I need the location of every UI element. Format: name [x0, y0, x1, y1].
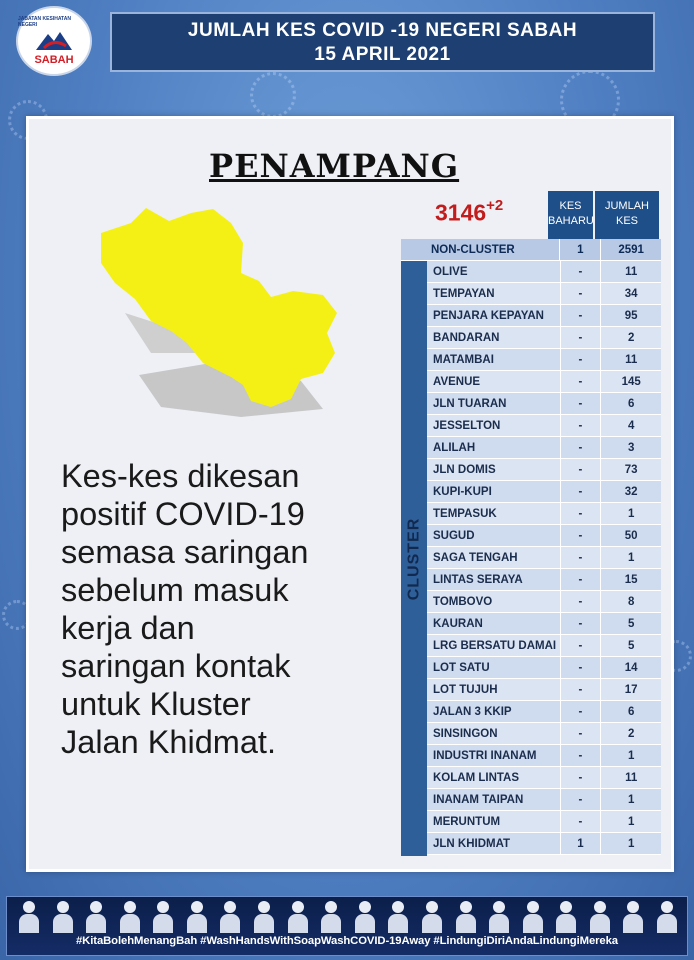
person-icon	[388, 901, 408, 933]
row-total-cases: 50	[601, 525, 661, 547]
row-name: PENJARA KEPAYAN	[427, 305, 561, 327]
row-total-cases: 6	[601, 393, 661, 415]
person-icon	[254, 901, 274, 933]
row-name: MATAMBAI	[427, 349, 561, 371]
row-name: JESSELTON	[427, 415, 561, 437]
row-total-cases: 4	[601, 415, 661, 437]
district-title: PENAMPANG	[209, 147, 460, 185]
person-icon	[220, 901, 240, 933]
cluster-row	[427, 525, 661, 547]
row-new-cases: -	[561, 525, 602, 547]
header-title: JUMLAH KES COVID -19 NEGERI SABAH	[187, 20, 578, 41]
row-name: AVENUE	[427, 371, 561, 393]
person-icon	[53, 901, 73, 933]
total-change: +2	[486, 197, 504, 214]
row-total-cases: 1	[601, 789, 661, 811]
row-total-cases: 1	[601, 745, 661, 767]
person-icon	[19, 901, 39, 933]
row-name: KAURAN	[427, 613, 561, 635]
row-name: LOT TUJUH	[427, 679, 561, 701]
row-new-cases: -	[561, 635, 602, 657]
row-name: OLIVE	[427, 261, 561, 283]
row-name: JALAN 3 KKIP	[427, 701, 561, 723]
row-name: LOT SATU	[427, 657, 561, 679]
row-name: INANAM TAIPAN	[427, 789, 561, 811]
person-icon	[288, 901, 308, 933]
person-icon	[523, 901, 543, 933]
penampang-district-map	[91, 203, 351, 423]
row-total-cases: 5	[601, 635, 661, 657]
cluster-row	[427, 371, 661, 393]
row-name: SINSINGON	[427, 723, 561, 745]
row-new-cases: -	[561, 745, 602, 767]
row-total-cases: 2591	[601, 239, 661, 261]
row-new-cases: -	[561, 327, 602, 349]
cluster-row	[427, 437, 661, 459]
row-name: LINTAS SERAYA	[427, 569, 561, 591]
row-total-cases: 1	[601, 811, 661, 833]
row-new-cases: -	[561, 679, 602, 701]
cluster-row	[427, 415, 661, 437]
row-total-cases: 8	[601, 591, 661, 613]
row-total-cases: 2	[601, 723, 661, 745]
person-icon	[657, 901, 677, 933]
header-date: 15 APRIL 2021	[314, 44, 451, 65]
note-line: Jalan Khidmat.	[61, 724, 276, 760]
row-new-cases: -	[561, 569, 602, 591]
row-new-cases: -	[561, 481, 602, 503]
row-name: TOMBOVO	[427, 591, 561, 613]
total-value: 3146	[435, 199, 487, 226]
row-new-cases: 1	[560, 239, 601, 261]
note-line: semasa saringan	[61, 534, 309, 570]
case-note	[61, 457, 381, 761]
row-name: JLN TUARAN	[427, 393, 561, 415]
header-total-cases	[595, 191, 659, 239]
cluster-row	[427, 679, 661, 701]
cluster-row	[427, 503, 661, 525]
sabah-health-logo	[16, 6, 92, 76]
cluster-row	[427, 547, 661, 569]
cluster-row	[427, 745, 661, 767]
row-new-cases: -	[561, 305, 602, 327]
row-total-cases: 15	[601, 569, 661, 591]
note-line: positif COVID-19	[61, 496, 305, 532]
row-total-cases: 11	[601, 767, 661, 789]
cluster-row	[427, 261, 661, 283]
cluster-row	[427, 767, 661, 789]
row-name: KOLAM LINTAS	[427, 767, 561, 789]
row-name: INDUSTRI INANAM	[427, 745, 561, 767]
row-total-cases: 34	[601, 283, 661, 305]
row-total-cases: 1	[601, 503, 661, 525]
person-icon	[86, 901, 106, 933]
row-new-cases: -	[561, 767, 602, 789]
row-new-cases: -	[561, 701, 602, 723]
person-icon	[556, 901, 576, 933]
row-name: TEMPAYAN	[427, 283, 561, 305]
header-total-line: KES	[615, 215, 638, 227]
row-name: LRG BERSATU DAMAI	[427, 635, 561, 657]
cluster-row	[427, 481, 661, 503]
row-new-cases: -	[561, 283, 602, 305]
cluster-row	[427, 657, 661, 679]
cluster-row	[427, 701, 661, 723]
row-name: KUPI-KUPI	[427, 481, 561, 503]
row-total-cases: 2	[601, 327, 661, 349]
person-icon	[623, 901, 643, 933]
row-new-cases: -	[561, 349, 602, 371]
header-new-line: KES	[559, 200, 582, 212]
row-total-cases: 17	[601, 679, 661, 701]
row-total-cases: 11	[601, 261, 661, 283]
row-total-cases: 14	[601, 657, 661, 679]
row-name: ALILAH	[427, 437, 561, 459]
cluster-row	[427, 569, 661, 591]
page-header	[110, 12, 655, 72]
row-total-cases: 1	[601, 833, 661, 855]
row-name: MERUNTUM	[427, 811, 561, 833]
cluster-table	[401, 239, 661, 855]
row-new-cases: -	[561, 459, 602, 481]
row-new-cases: -	[561, 261, 602, 283]
virus-decoration-icon	[250, 72, 296, 118]
cluster-row	[427, 591, 661, 613]
row-name: NON-CLUSTER	[401, 239, 560, 261]
row-name: TEMPASUK	[427, 503, 561, 525]
row-new-cases: -	[561, 371, 602, 393]
person-icon	[120, 901, 140, 933]
note-line: Kes-kes dikesan	[61, 458, 300, 494]
row-name: BANDARAN	[427, 327, 561, 349]
row-total-cases: 5	[601, 613, 661, 635]
row-new-cases: -	[561, 789, 602, 811]
cluster-row	[427, 327, 661, 349]
cluster-label-text: CLUSTER	[405, 517, 422, 600]
cluster-row	[427, 305, 661, 327]
row-total-cases: 145	[601, 371, 661, 393]
header-total-line: JUMLAH	[604, 200, 649, 212]
row-new-cases: -	[561, 723, 602, 745]
person-icon	[590, 901, 610, 933]
row-total-cases: 6	[601, 701, 661, 723]
person-icon	[489, 901, 509, 933]
row-new-cases: -	[561, 657, 602, 679]
content-panel	[26, 116, 674, 872]
row-total-cases: 95	[601, 305, 661, 327]
cluster-row	[427, 833, 661, 855]
row-new-cases: -	[561, 591, 602, 613]
cluster-row	[427, 349, 661, 371]
cluster-row	[427, 613, 661, 635]
note-line: kerja dan	[61, 610, 195, 646]
note-line: sebelum masuk	[61, 572, 289, 608]
cluster-row	[427, 723, 661, 745]
header-new-line: BAHARU	[548, 215, 594, 227]
cluster-row	[427, 811, 661, 833]
header-new-cases	[548, 191, 593, 239]
row-total-cases: 1	[601, 547, 661, 569]
non-cluster-row	[401, 239, 661, 261]
row-total-cases: 32	[601, 481, 661, 503]
row-new-cases: -	[561, 437, 602, 459]
row-new-cases: -	[561, 415, 602, 437]
total-cases	[435, 199, 503, 227]
row-name: SUGUD	[427, 525, 561, 547]
cluster-row	[427, 283, 661, 305]
row-total-cases: 73	[601, 459, 661, 481]
row-total-cases: 11	[601, 349, 661, 371]
row-new-cases: 1	[561, 833, 602, 855]
row-new-cases: -	[561, 613, 602, 635]
cluster-row	[427, 459, 661, 481]
person-icon	[187, 901, 207, 933]
cluster-row	[427, 789, 661, 811]
person-icon	[153, 901, 173, 933]
row-name: JLN KHIDMAT	[427, 833, 561, 855]
cluster-row	[427, 393, 661, 415]
logo-text: SABAH	[34, 54, 74, 66]
row-new-cases: -	[561, 547, 602, 569]
row-total-cases: 3	[601, 437, 661, 459]
row-new-cases: -	[561, 503, 602, 525]
person-icon	[456, 901, 476, 933]
logo-top-text: JABATAN KESIHATAN NEGERI	[18, 16, 71, 28]
note-line: untuk Kluster	[61, 686, 251, 722]
person-icon	[422, 901, 442, 933]
person-icon	[321, 901, 341, 933]
row-new-cases: -	[561, 811, 602, 833]
row-new-cases: -	[561, 393, 602, 415]
cluster-row	[427, 635, 661, 657]
footer-banner	[6, 896, 688, 956]
note-line: saringan kontak	[61, 648, 291, 684]
hashtags: #KitaBolehMenangBah #WashHandsWithSoapWashCOVID-19Away #LindungiDiriAndaLindungiMereka	[76, 935, 618, 947]
row-name: JLN DOMIS	[427, 459, 561, 481]
person-icon	[355, 901, 375, 933]
mountain-logo-icon	[34, 28, 74, 54]
frontliner-figures-icon	[19, 901, 677, 935]
row-name: SAGA TENGAH	[427, 547, 561, 569]
